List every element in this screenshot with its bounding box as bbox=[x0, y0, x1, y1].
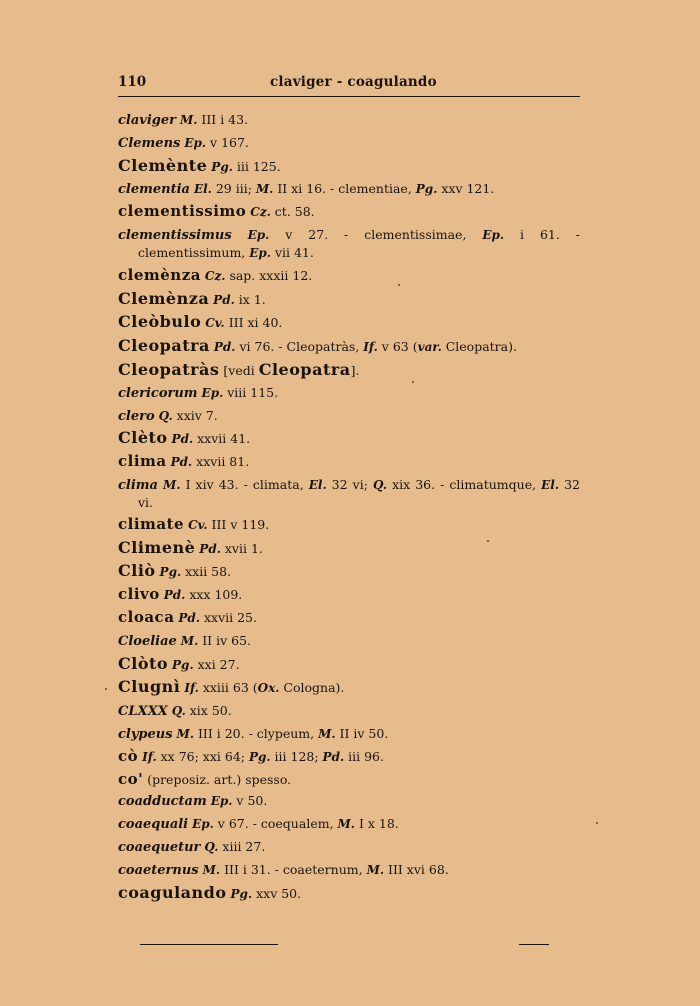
dictionary-entry bbox=[118, 313, 580, 332]
entry-headword: clypeus bbox=[118, 726, 173, 742]
entry-headword: climate bbox=[118, 514, 185, 533]
entry-text: ix 1. bbox=[234, 291, 266, 307]
dictionary-entry bbox=[118, 226, 580, 262]
entry-headword: Clemènza bbox=[118, 288, 210, 308]
dictionary-entry bbox=[118, 476, 580, 511]
source-abbreviation: M. bbox=[180, 633, 199, 648]
entry-text: vii 41. bbox=[270, 244, 314, 260]
source-abbreviation: Ep. bbox=[210, 794, 233, 809]
entry-text: 29 iii; bbox=[211, 181, 256, 197]
entry-headword: Clugnì bbox=[118, 677, 181, 697]
dictionary-entry bbox=[118, 203, 580, 221]
source-abbreviation: Pd. bbox=[163, 588, 186, 603]
source-abbreviation: Pd. bbox=[178, 610, 200, 625]
entry-text: 32 vi; bbox=[326, 476, 373, 492]
source-abbreviation: Q. bbox=[158, 408, 173, 423]
dictionary-entry bbox=[118, 407, 580, 425]
source-abbreviation: If. bbox=[142, 749, 157, 764]
dictionary-entry bbox=[118, 792, 580, 810]
entry-headword: clivo bbox=[118, 585, 160, 604]
entry-text: v 67. - coequalem, bbox=[213, 816, 338, 832]
entry-text: xxvii 25. bbox=[200, 609, 257, 625]
entry-text: I xiv 43. - climata, bbox=[180, 476, 309, 492]
dictionary-entry bbox=[118, 725, 580, 743]
entry-text: xxiii 63 ( bbox=[198, 680, 258, 696]
entry-text: ct. 58. bbox=[270, 204, 315, 220]
source-abbreviation: Pg. bbox=[172, 657, 194, 672]
entry-headword: Cliò bbox=[118, 561, 156, 581]
dictionary-entry bbox=[118, 384, 580, 402]
source-abbreviation: Pd. bbox=[213, 340, 236, 355]
dictionary-entry bbox=[118, 429, 580, 448]
entry-text: v 63 ( bbox=[377, 339, 418, 355]
entry-headword: cloaca bbox=[118, 607, 175, 626]
entry-headword: coagulando bbox=[118, 882, 227, 902]
entry-headword: clero bbox=[118, 408, 155, 424]
source-abbreviation: El. bbox=[541, 477, 560, 492]
entry-text: I x 18. bbox=[354, 816, 399, 832]
paper-speck bbox=[487, 540, 489, 542]
entry-text: III i 43. bbox=[197, 112, 249, 127]
dictionary-entry bbox=[118, 678, 580, 697]
entry-headword: coadductam bbox=[118, 794, 207, 810]
footer-rule-right bbox=[519, 944, 549, 945]
entry-text: iii 125. bbox=[232, 158, 281, 174]
entry-headword: co' bbox=[118, 769, 144, 788]
entry-text: i 61. - clementissimum, bbox=[138, 226, 580, 260]
dictionary-entry bbox=[118, 111, 580, 129]
source-abbreviation: Cz. bbox=[250, 205, 271, 220]
entry-text: viii 115. bbox=[223, 384, 279, 400]
dictionary-entry bbox=[118, 562, 580, 581]
entry-text: iii 96. bbox=[344, 748, 384, 764]
dictionary-entry bbox=[118, 157, 580, 176]
source-abbreviation: Pd. bbox=[170, 455, 193, 470]
paper-speck bbox=[105, 688, 107, 690]
source-abbreviation: M. bbox=[163, 477, 181, 492]
entry-headword: clericorum bbox=[118, 385, 198, 401]
paper-speck bbox=[596, 822, 598, 824]
source-abbreviation: Pg. bbox=[230, 886, 253, 901]
entry-text: xx 76; xxi 64; bbox=[156, 748, 249, 764]
source-abbreviation: Pd. bbox=[199, 541, 221, 556]
source-abbreviation: If. bbox=[184, 681, 199, 696]
source-abbreviation: Q. bbox=[171, 704, 186, 719]
source-abbreviation: El. bbox=[308, 477, 327, 492]
dictionary-entry bbox=[118, 361, 580, 379]
entry-text: vi 76. - Cleopatràs, bbox=[235, 339, 364, 355]
source-abbreviation: Pg. bbox=[415, 182, 438, 197]
source-abbreviation: Pg. bbox=[159, 565, 182, 580]
entry-text: xxv 121. bbox=[437, 181, 495, 197]
source-abbreviation: Pg. bbox=[248, 749, 271, 764]
cross-reference: Cleopatra bbox=[258, 359, 351, 379]
dictionary-entry bbox=[118, 267, 580, 285]
entry-text: xxvii 41. bbox=[193, 431, 251, 447]
source-abbreviation: Ep. bbox=[192, 817, 214, 832]
entry-text: Cleopatra). bbox=[441, 339, 517, 355]
entry-headword: Clèto bbox=[118, 428, 168, 448]
dictionary-entry bbox=[118, 748, 580, 766]
source-abbreviation: Q. bbox=[372, 477, 388, 492]
footer-rule-left bbox=[140, 944, 278, 945]
entry-text: xvii 1. bbox=[220, 540, 263, 556]
entry-text: xxvii 81. bbox=[192, 454, 250, 470]
source-abbreviation: Ep. bbox=[482, 227, 505, 242]
dictionary-entry bbox=[118, 655, 580, 674]
entry-headword: coaeternus bbox=[118, 862, 199, 878]
entry-headword: Cleopatràs bbox=[118, 359, 220, 379]
entry-headword: Clemènte bbox=[118, 155, 208, 175]
source-abbreviation: M. bbox=[176, 726, 194, 741]
entry-text: III v 119. bbox=[207, 516, 270, 532]
source-abbreviation: M. bbox=[318, 726, 336, 741]
dictionary-entry bbox=[118, 838, 580, 856]
dictionary-entry bbox=[118, 815, 580, 833]
source-abbreviation: M. bbox=[337, 817, 355, 832]
dictionary-entry bbox=[118, 453, 580, 471]
source-abbreviation: Pd. bbox=[213, 292, 235, 307]
entry-headword: cò bbox=[118, 746, 139, 765]
entry-text: xix 50. bbox=[185, 703, 232, 719]
dictionary-entry bbox=[118, 609, 580, 627]
entry-headword: claviger bbox=[118, 113, 176, 128]
entry-text: v 27. - clementissimae, bbox=[269, 226, 483, 242]
entry-text: v 50. bbox=[232, 793, 268, 809]
entry-text: III i 31. - coaeternum, bbox=[220, 861, 367, 877]
paper-speck bbox=[412, 381, 414, 383]
dictionary-entry bbox=[118, 516, 580, 534]
source-abbreviation: Pg. bbox=[211, 159, 233, 174]
dictionary-entry bbox=[118, 134, 580, 152]
source-abbreviation: El. bbox=[193, 182, 212, 197]
entry-headword: Cleopatra bbox=[118, 336, 210, 356]
entry-headword: Climenè bbox=[118, 537, 196, 557]
entry-headword: Cleòbulo bbox=[118, 312, 202, 332]
source-abbreviation: Ep. bbox=[201, 385, 224, 400]
entry-headword: clementia bbox=[118, 182, 190, 198]
page-number: 110 bbox=[118, 74, 147, 90]
dictionary-entry bbox=[118, 861, 580, 879]
source-abbreviation: Cv. bbox=[188, 517, 208, 532]
source-abbreviation: Q. bbox=[204, 839, 219, 854]
entry-headword: CLXXX bbox=[118, 704, 168, 720]
entry-headword: Cloeliae bbox=[118, 633, 177, 649]
entry-text: xiii 27. bbox=[218, 838, 266, 854]
entry-text: Cologna). bbox=[279, 680, 345, 696]
entry-headword: coaequetur bbox=[118, 839, 201, 855]
dictionary-entry bbox=[118, 180, 580, 198]
entry-text: xix 36. - climatumque, bbox=[387, 476, 542, 492]
dictionary-entry bbox=[118, 771, 580, 788]
entry-text: II iv 50. bbox=[335, 725, 389, 741]
entry-text: sap. xxxii 12. bbox=[225, 267, 313, 283]
page-header bbox=[118, 74, 580, 97]
source-abbreviation: Cz. bbox=[204, 268, 226, 283]
entry-text: xxii 58. bbox=[181, 564, 232, 580]
dictionary-entry bbox=[118, 539, 580, 558]
entry-headword: clemènza bbox=[118, 265, 201, 284]
running-head: claviger - coagulando bbox=[270, 74, 437, 90]
entry-text: III i 20. - clypeum, bbox=[194, 725, 319, 741]
entry-text: (preposiz. art.) spesso. bbox=[143, 771, 292, 787]
dictionary-entry bbox=[118, 702, 580, 720]
dictionary-entry bbox=[118, 884, 580, 903]
entry-text: xxi 27. bbox=[193, 656, 240, 672]
entry-text: xxv 50. bbox=[252, 885, 302, 901]
paper-speck bbox=[398, 284, 400, 286]
entry-headword: clementissimus bbox=[118, 227, 232, 243]
dictionary-entry bbox=[118, 337, 580, 356]
source-abbreviation: Ep. bbox=[249, 245, 271, 260]
entry-headword: Clòto bbox=[118, 653, 169, 673]
source-abbreviation: Cv. bbox=[205, 316, 225, 331]
entry-headword: coaequali bbox=[118, 817, 189, 833]
source-abbreviation: Ep. bbox=[184, 135, 207, 150]
entry-text: III xi 40. bbox=[224, 315, 283, 331]
source-abbreviation: If. bbox=[363, 340, 378, 355]
entry-headword: clima bbox=[118, 452, 167, 471]
dictionary-entry bbox=[118, 586, 580, 604]
entry-text: [vedi bbox=[219, 362, 259, 378]
entry-text: II iv 65. bbox=[198, 632, 251, 648]
entry-text bbox=[232, 227, 248, 242]
source-abbreviation: Ox. bbox=[257, 681, 280, 696]
source-abbreviation: M. bbox=[255, 182, 274, 197]
entry-text: v 167. bbox=[206, 134, 249, 150]
entry-text: ]. bbox=[350, 362, 360, 378]
entry-headword: clementissimo bbox=[118, 202, 247, 221]
source-abbreviation: Ep. bbox=[247, 227, 270, 242]
source-abbreviation: M. bbox=[179, 113, 198, 127]
source-abbreviation: Pd. bbox=[322, 749, 345, 764]
entry-text: II xi 16. - clementiae, bbox=[273, 181, 416, 197]
source-abbreviation: M. bbox=[202, 862, 221, 877]
source-abbreviation: M. bbox=[366, 862, 385, 877]
entry-text: 32 vi. bbox=[138, 476, 580, 510]
entry-text: iii 128; bbox=[270, 748, 323, 764]
dictionary-entry bbox=[118, 632, 580, 650]
entry-headword: Clemens bbox=[118, 135, 181, 151]
source-abbreviation: var. bbox=[417, 340, 442, 355]
entry-text: xxiv 7. bbox=[172, 407, 218, 423]
entry-text: III xvi 68. bbox=[384, 861, 449, 877]
entry-text: xxx 109. bbox=[185, 587, 243, 603]
source-abbreviation: Pd. bbox=[171, 432, 194, 447]
entry-headword: clima bbox=[118, 477, 158, 493]
dictionary-entries bbox=[118, 111, 580, 907]
dictionary-entry bbox=[118, 290, 580, 309]
